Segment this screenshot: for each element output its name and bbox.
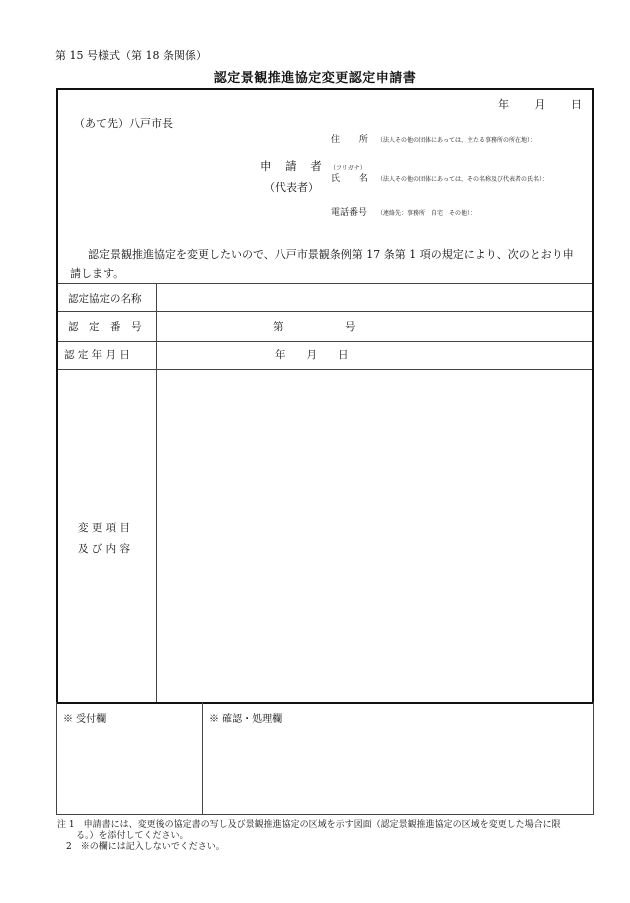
change-contents-label: 及 び 内 容 <box>78 543 131 555</box>
office-use-area <box>56 702 594 815</box>
applicant-label: 申 請 者 <box>260 159 327 173</box>
agreement-name-label: 認定協定の名称 <box>68 293 142 305</box>
cert-number-prefix: 第 <box>273 321 284 333</box>
note-2: 2 ※の欄には記入しないでください。 <box>66 842 225 852</box>
row-divider <box>58 341 592 342</box>
certification-date-label: 認 定 年 月 日 <box>64 349 130 361</box>
application-form <box>56 88 594 704</box>
note-1-line-1: 注 1 申請書には、変更後の協定書の写し及び景観推進協定の区域を示す図面（認定景観推進協定の区域を変更した場合に限 <box>57 820 561 830</box>
representative-label: （代表者） <box>264 181 319 194</box>
form-title: 認定景観推進協定変更認定申請書 <box>213 71 417 86</box>
form-number: 第 15 号様式（第 18 条関係） <box>55 49 207 62</box>
address-note: （法人その他の団体にあっては、主たる事務所の所在地）： <box>377 137 536 144</box>
change-items-label: 変 更 項 目 <box>78 522 131 534</box>
furigana-label: （フリガナ） <box>330 165 366 172</box>
telephone-note: （連絡先：事務所 自宅 その他）： <box>377 210 477 217</box>
address-label: 住 所 <box>331 135 376 145</box>
column-divider <box>156 283 157 702</box>
row-divider <box>58 369 592 370</box>
office-column-divider <box>202 702 203 814</box>
cert-number-suffix: 号 <box>345 321 356 333</box>
note-1-line-2: る。）を添付してください。 <box>76 831 189 841</box>
request-statement: 認定景観推進協定を変更したいので、八戸市景観条例第 17 条第 1 項の規定により、次のとおり申請します。 <box>70 248 574 280</box>
reception-label: ※ 受付欄 <box>63 714 107 725</box>
certification-number-label: 認 定 番 号 <box>68 321 142 333</box>
addressee: （あて先）八戸市長 <box>74 117 173 130</box>
certification-number-field[interactable] <box>290 312 340 340</box>
telephone-label: 電話番号 <box>331 208 368 218</box>
certification-date-field[interactable]: 年 月 日 <box>275 349 349 361</box>
agreement-name-field[interactable] <box>158 284 590 310</box>
name-label: 氏 名 <box>331 174 376 184</box>
processing-label: ※ 確認・処理欄 <box>209 714 283 725</box>
name-note: （法人その他の団体にあっては、その名称及び代表者の氏名）： <box>377 176 548 183</box>
date-line[interactable]: 年 月 日 <box>498 98 582 111</box>
change-details-field[interactable] <box>158 371 590 700</box>
